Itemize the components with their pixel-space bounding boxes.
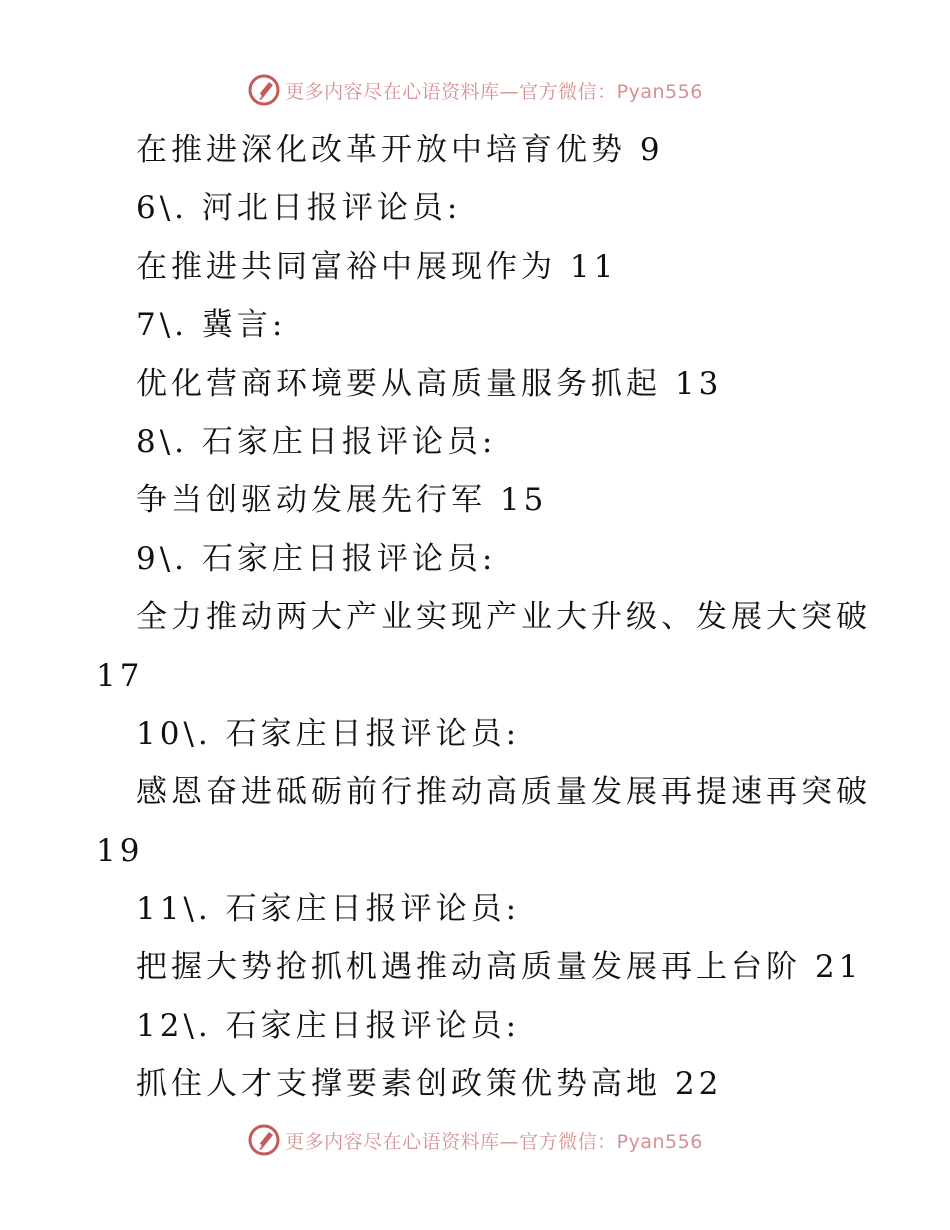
toc-entry-page-number: 19 <box>96 832 144 869</box>
toc-entry-title: 优化营商环境要从高质量服务抓起 13 <box>136 365 723 402</box>
header-watermark-banner <box>0 70 950 110</box>
toc-entry-title: 争当创驱动发展先行军 15 <box>136 482 548 519</box>
watermark-text: 更多内容尽在心语资料库—官方微信：Pyan556 <box>285 80 703 103</box>
toc-entry-title: 感恩奋进砥砺前行推动高质量发展再提速再突破 <box>136 774 871 811</box>
toc-entry-source: 11\. 石家庄日报评论员: <box>136 891 521 928</box>
pen-nib-logo-icon <box>247 73 281 107</box>
toc-entry-source: 7\. 冀言: <box>136 307 287 344</box>
toc-entry-title: 在推进深化改革开放中培育优势 9 <box>136 132 664 168</box>
footer-watermark-banner <box>0 1120 950 1160</box>
pen-nib-logo-icon <box>247 1123 281 1157</box>
toc-entry-title: 在推进共同富裕中展现作为 11 <box>136 248 618 285</box>
watermark-text: 更多内容尽在心语资料库—官方微信：Pyan556 <box>285 1130 703 1153</box>
toc-entry-source: 8\. 石家庄日报评论员: <box>136 423 497 460</box>
table-of-contents <box>0 121 950 1114</box>
toc-entry-source: 9\. 石家庄日报评论员: <box>136 540 497 577</box>
toc-entry-title: 把握大势抢抓机遇推动高质量发展再上台阶 21 <box>136 949 863 986</box>
toc-entry-title: 抓住人才支撑要素创政策优势高地 22 <box>136 1066 723 1103</box>
toc-entry-source: 6\. 河北日报评论员: <box>136 190 462 227</box>
toc-entry-source: 12\. 石家庄日报评论员: <box>136 1007 521 1044</box>
toc-entry-source: 10\. 石家庄日报评论员: <box>136 715 521 752</box>
toc-entry-page-number: 17 <box>96 657 144 694</box>
toc-entry-title: 全力推动两大产业实现产业大升级、发展大突破 <box>136 599 871 636</box>
